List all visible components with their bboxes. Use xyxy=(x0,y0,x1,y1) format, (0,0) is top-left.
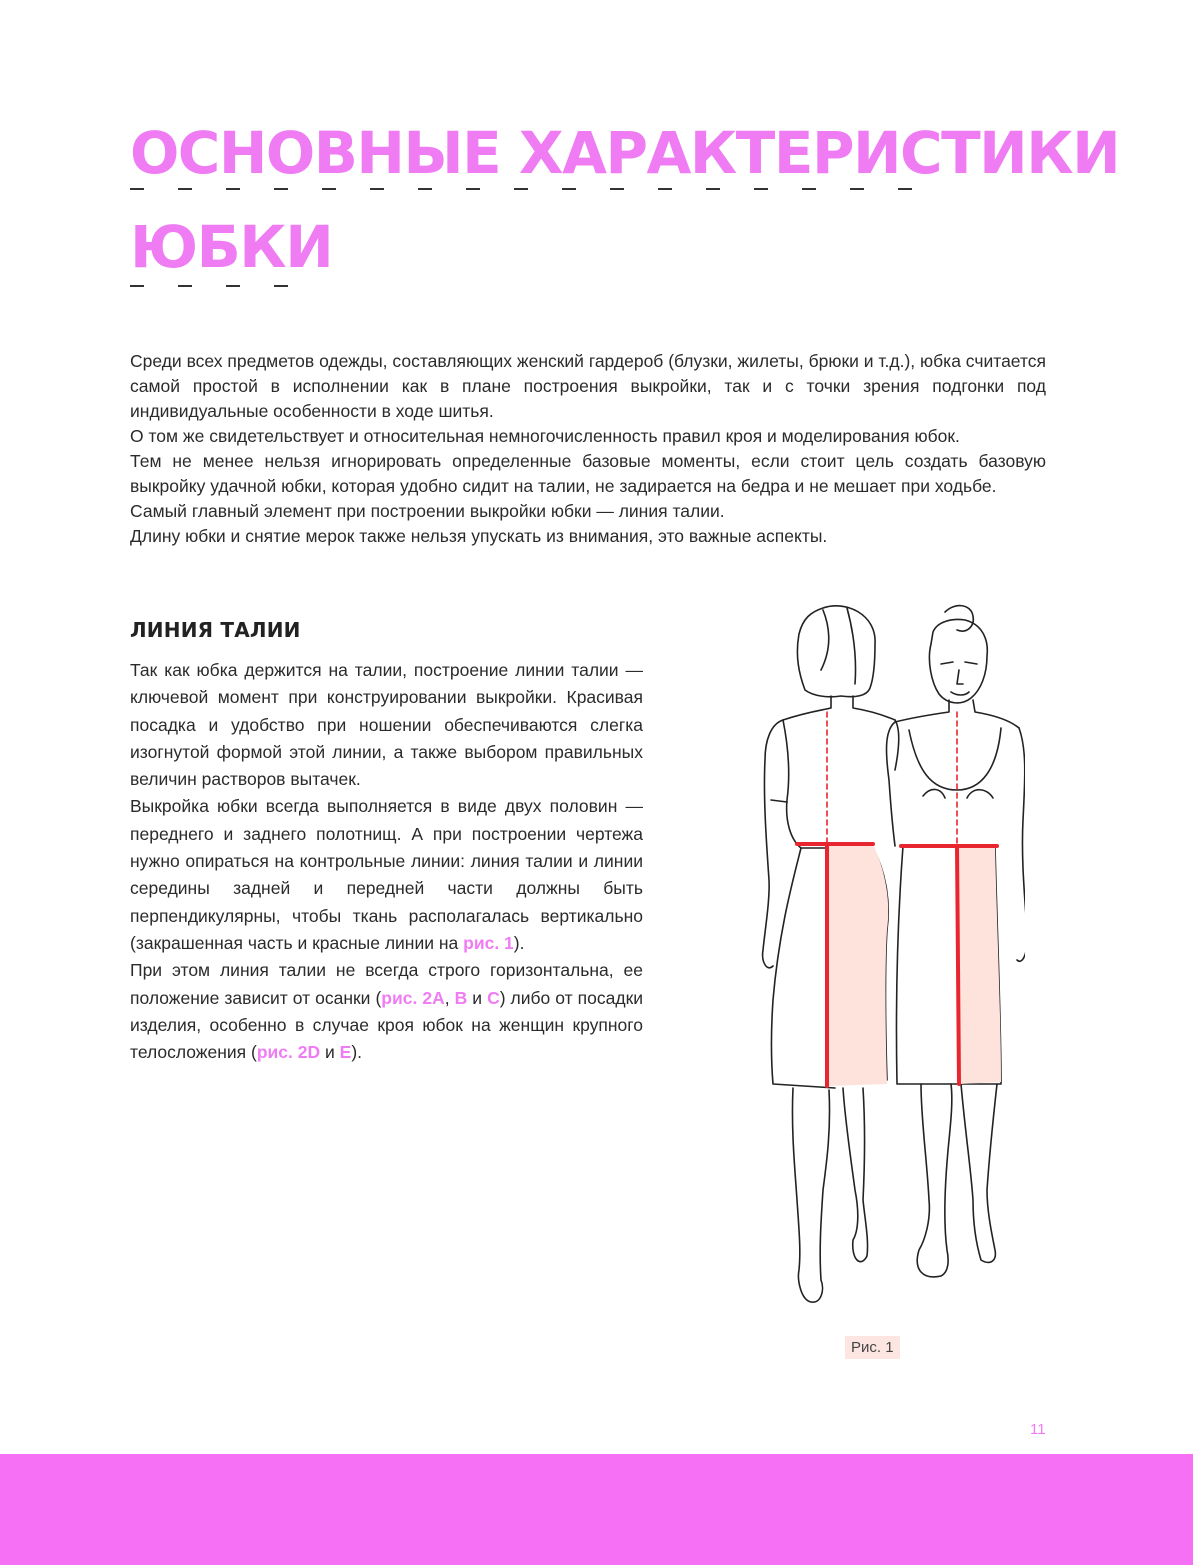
figure-reference: рис. 2D xyxy=(256,1042,321,1063)
section-heading: ЛИНИЯ ТАЛИИ xyxy=(130,618,301,642)
figure-reference: рис. 2A xyxy=(381,987,445,1008)
text-span: Выкройка юбки всегда выполняется в виде двух половин — переднего и заднего полотнищ. А при построении чертежа нужно опираться на контрольные линии: линия талии и линии середины задней и передней части должны быть перпендикулярны, чтобы ткань располагалась вертикально (закрашенная часть и красные линии на xyxy=(130,796,643,953)
figure-caption: Рис. 1 xyxy=(845,1336,900,1359)
body-paragraph-3 xyxy=(130,957,643,1066)
body-paragraph-1: Так как юбка держится на талии, построение линии талии — ключевой момент при конструировании выкройки. Красивая посадка и удобство при ношении обеспечиваются слегка изогнутой формой этой линии, а также выбором правильных величин растворов вытачек. xyxy=(130,660,643,790)
intro-paragraph: Среди всех предметов одежды, составляющих женский гардероб (блузки, жилеты, брюки и т.д.), юбка считается самой простой в исполнении как в плане построения выкройки, так и с точки зрения подгонки под индивидуальные особенности в ходе шитья. xyxy=(130,351,1046,421)
text-span: ) либо от посадки изделия, особенно в случае кроя юбок на женщин крупного телосложения ( xyxy=(130,987,644,1063)
intro-paragraph: Длину юбки и снятие мерок также нельзя упускать из внимания, это важные аспекты. xyxy=(130,526,828,546)
intro-text xyxy=(130,349,1046,549)
figure-reference: E xyxy=(339,1042,352,1063)
figure-reference: рис. 1 xyxy=(463,932,514,953)
back-skirt-shaded-panel xyxy=(827,844,888,1086)
figure-reference: C xyxy=(487,987,500,1008)
front-view-figure xyxy=(887,606,1025,1277)
text-span: , xyxy=(444,987,455,1008)
page-title-line-1: ОСНОВНЫЕ ХАРАКТЕРИСТИКИ xyxy=(130,119,1120,187)
dress-figures-illustration xyxy=(735,600,1025,1320)
title-underline-1 xyxy=(130,188,942,190)
intro-paragraph: О том же свидетельствует и относительная немногочисленность правил кроя и моделирования юбок. xyxy=(130,426,960,446)
body-paragraph-2 xyxy=(130,793,643,957)
intro-paragraph: Тем не менее нельзя игнорировать определенные базовые моменты, если стоит цель создать базовую выкройку удачной юбки, которая удобно сидит на талии, не задирается на бедра и не мешает при ходьбе. xyxy=(130,451,1046,496)
figure-reference: B xyxy=(454,987,468,1008)
text-span: При этом линия талии не всегда строго горизонтальна, ее положение зависит от осанки ( xyxy=(130,960,643,1008)
text-span: ). xyxy=(351,1042,363,1063)
text-span: и xyxy=(467,987,488,1008)
page-number: 11 xyxy=(1030,1421,1046,1438)
page-title-line-2: ЮБКИ xyxy=(130,213,333,281)
text-span: ). xyxy=(513,932,525,953)
title-underline-2 xyxy=(130,285,292,287)
text-span: и xyxy=(320,1042,340,1063)
footer-band xyxy=(0,1454,1193,1565)
front-skirt-shaded-panel xyxy=(957,846,1001,1084)
section-body xyxy=(130,657,643,1066)
intro-paragraph: Самый главный элемент при построении выкройки юбки — линия талии. xyxy=(130,501,725,521)
